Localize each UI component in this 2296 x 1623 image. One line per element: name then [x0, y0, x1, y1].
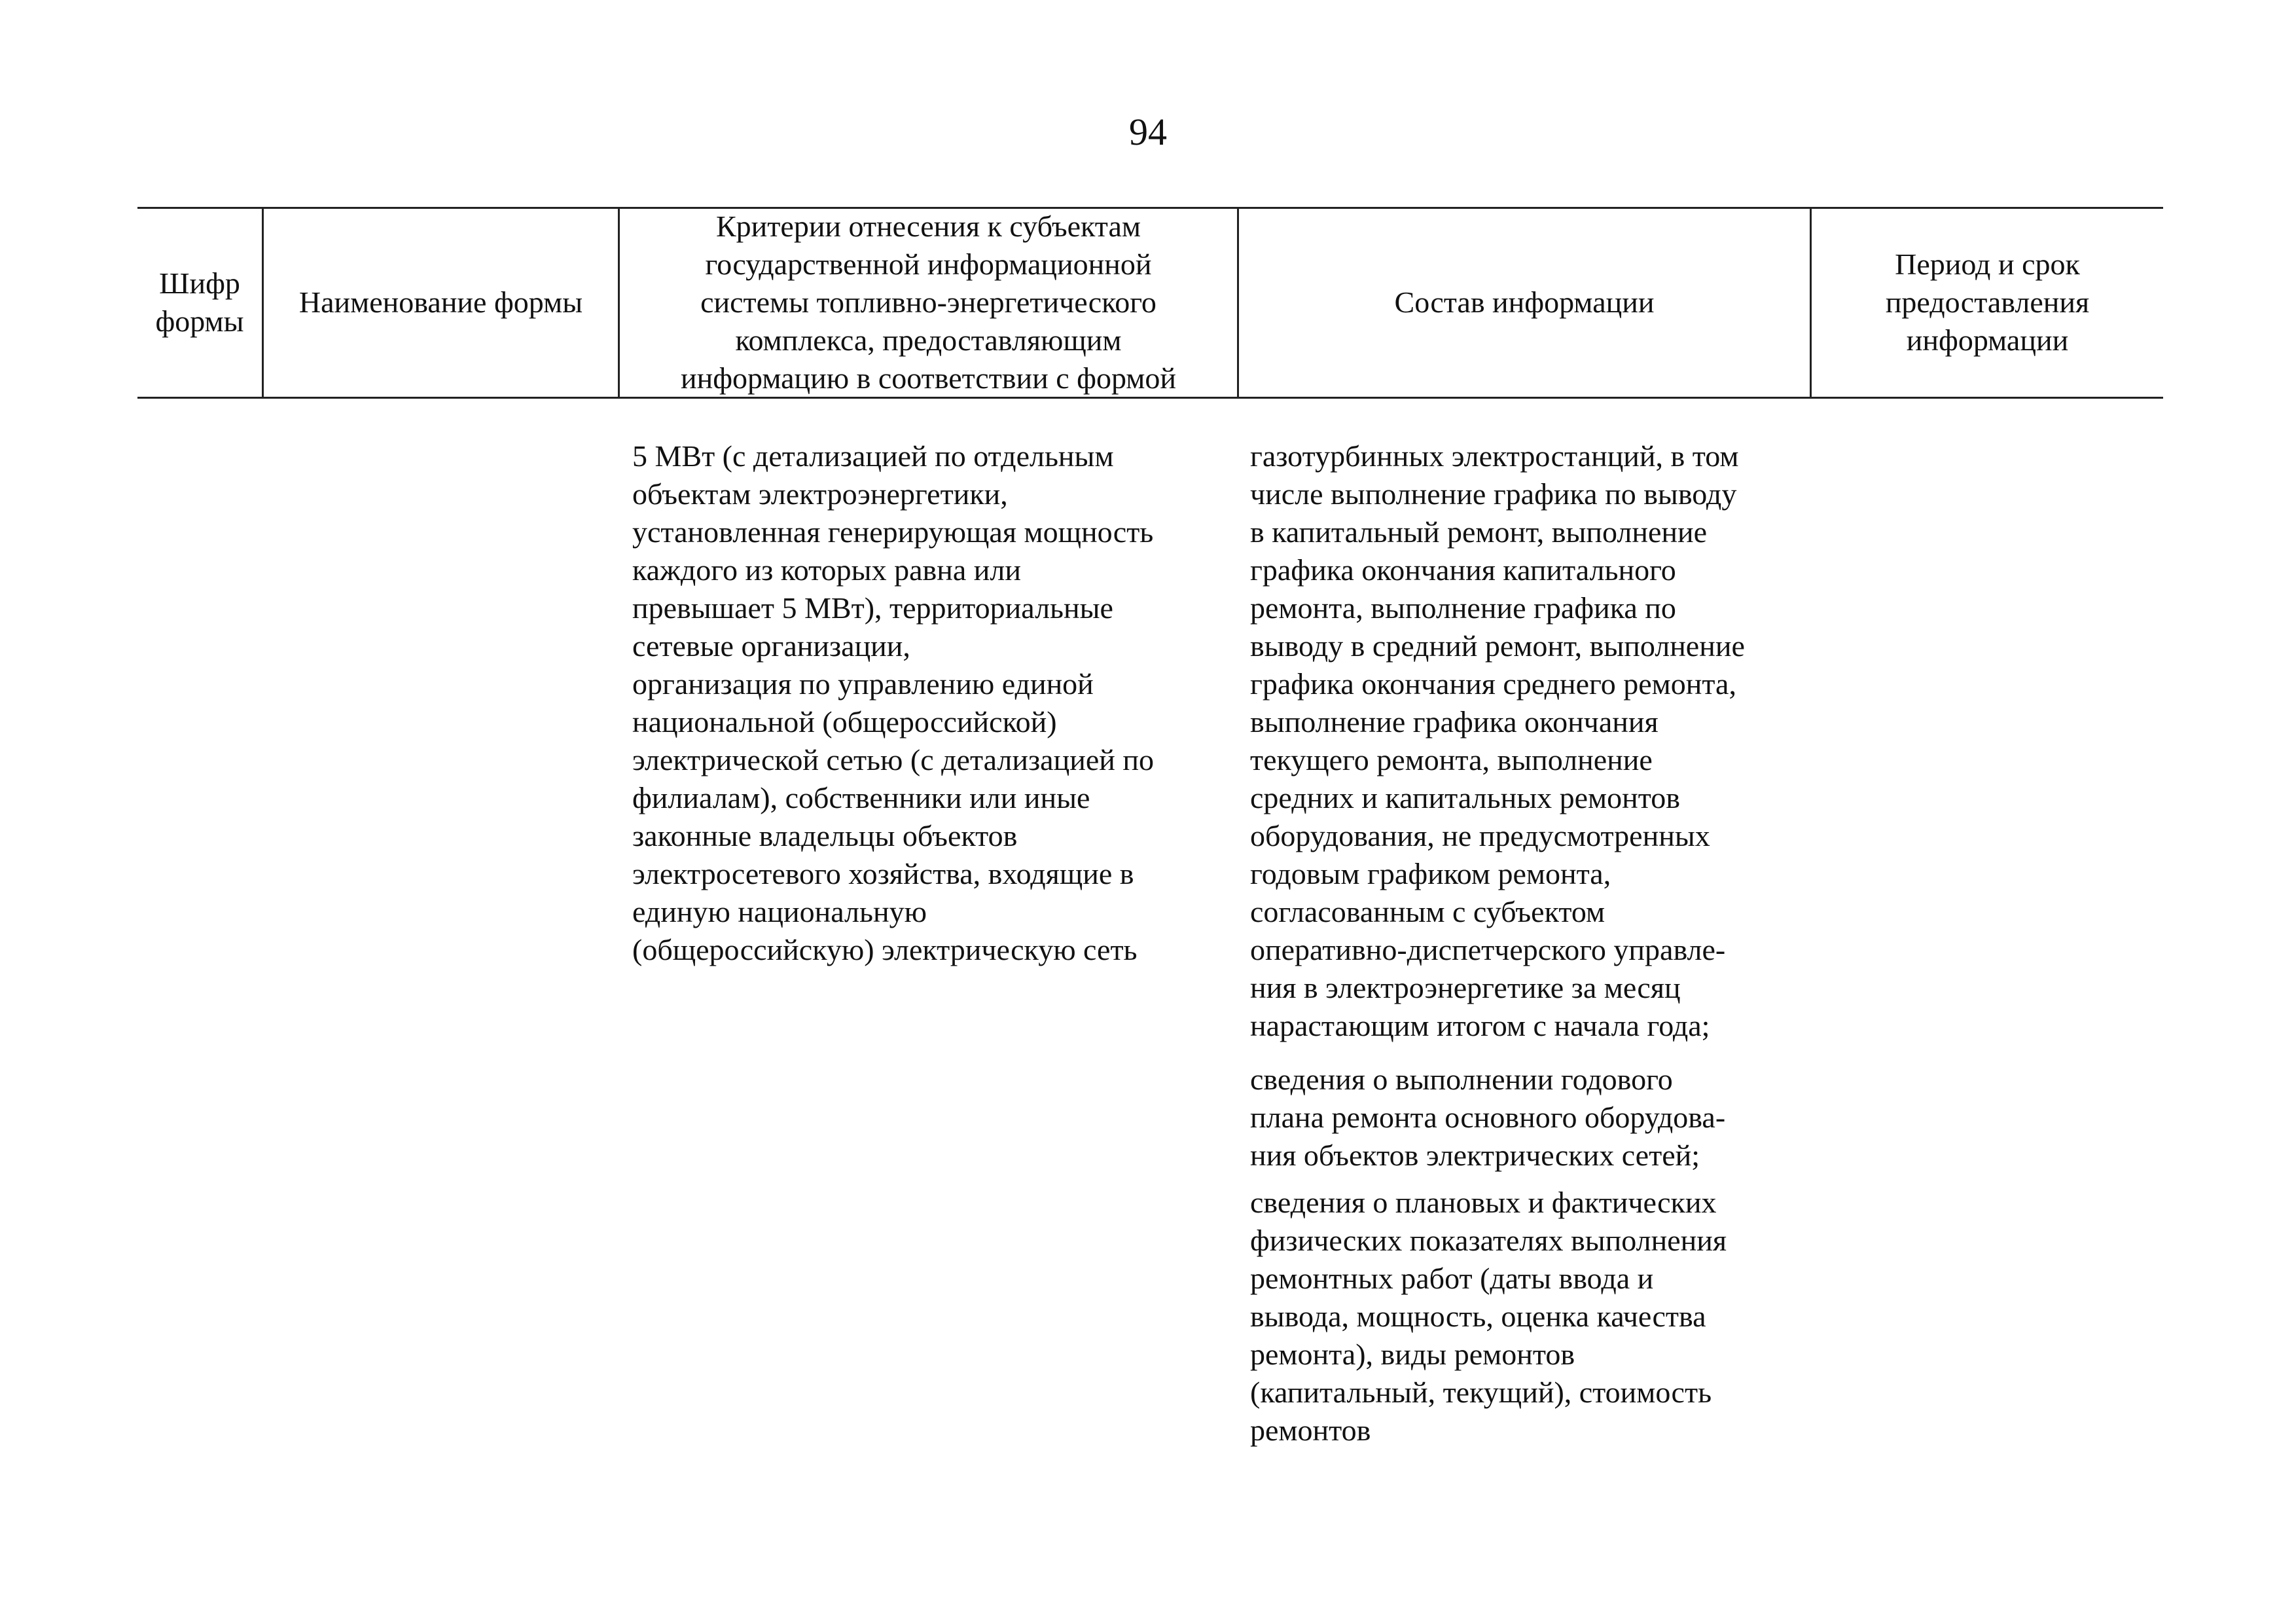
text-line: средних и капитальных ремонтов — [1250, 781, 1680, 814]
header-line: информацию в соответствии с формой — [680, 361, 1177, 395]
text-line: ремонта), виды ремонтов — [1250, 1338, 1575, 1371]
text-line: электросетевого хозяйства, входящие в — [632, 857, 1134, 890]
header-line: Состав информации — [1394, 285, 1655, 319]
header-period — [1812, 208, 2163, 397]
page-number: 94 — [1129, 111, 1167, 153]
text-line: выполнение графика окончания — [1250, 705, 1659, 739]
text-line: вывода, мощность, оценка качества — [1250, 1300, 1706, 1333]
header-line: государственной информационной — [705, 247, 1152, 281]
text-line: согласованным с субъектом — [1250, 895, 1605, 928]
criteria-cell — [632, 437, 1221, 969]
header-line: Шифр — [159, 266, 240, 300]
text-line: ния в электроэнергетике за месяц — [1250, 971, 1681, 1004]
header-line: формы — [155, 304, 244, 338]
header-criteria — [620, 208, 1237, 397]
text-line: (общероссийскую) электрическую сеть — [632, 933, 1138, 966]
header-line: комплекса, предоставляющим — [735, 323, 1122, 357]
header-line: системы топливно-энергетического — [700, 285, 1157, 319]
text-line: (капитальный, текущий), стоимость — [1250, 1376, 1712, 1409]
text-line: оперативно-диспетчерского управле- — [1250, 933, 1726, 966]
text-line: в капитальный ремонт, выполнение — [1250, 515, 1708, 549]
header-form-code — [137, 208, 262, 397]
info-paragraph — [1250, 437, 1806, 1045]
text-line: 5 МВт (с детализацией по отдельным — [632, 439, 1114, 473]
text-line: национальной (общероссийской) — [632, 705, 1057, 739]
text-line: выводу в средний ремонт, выполнение — [1250, 629, 1745, 663]
text-line: единую национальную — [632, 895, 927, 928]
info-paragraph — [1250, 1061, 1806, 1175]
text-line: числе выполнение графика по выводу — [1250, 477, 1737, 511]
text-line: электрической сетью (с детализацией по — [632, 743, 1154, 776]
header-form-name — [264, 208, 618, 397]
text-line: плана ремонта основного оборудова- — [1250, 1101, 1726, 1134]
text-line: филиалам), собственники или иные — [632, 781, 1090, 814]
header-info-composition — [1239, 208, 1810, 397]
text-line: ремонта, выполнение графика по — [1250, 591, 1676, 625]
header-line: информации — [1906, 323, 2069, 357]
header-line: предоставления — [1885, 285, 2090, 319]
text-line: ремонтов — [1250, 1413, 1371, 1447]
header-line: Период и срок — [1895, 247, 2080, 281]
text-line: ремонтных работ (даты ввода и — [1250, 1262, 1654, 1295]
header-line: Критерии отнесения к субъектам — [716, 210, 1141, 243]
header-line: Наименование формы — [298, 285, 583, 319]
text-line: объектам электроэнергетики, — [632, 477, 1008, 511]
info-paragraph — [1250, 1184, 1806, 1450]
text-line: оборудования, не предусмотренных — [1250, 819, 1710, 852]
text-line: графика окончания среднего ремонта, — [1250, 667, 1736, 701]
text-line: превышает 5 МВт), территориальные — [632, 591, 1113, 625]
text-line: законные владельцы объектов — [632, 819, 1018, 852]
text-line: сведения о выполнении годового — [1250, 1063, 1673, 1096]
text-line: нарастающим итогом с начала года; — [1250, 1009, 1710, 1042]
text-line: текущего ремонта, выполнение — [1250, 743, 1653, 776]
text-line: установленная генерирующая мощность — [632, 515, 1154, 549]
text-line: газотурбинных электростанций, в том — [1250, 439, 1739, 473]
text-line: каждого из которых равна или — [632, 553, 1021, 587]
text-line: графика окончания капитального — [1250, 553, 1676, 587]
text-line: ния объектов электрических сетей; — [1250, 1139, 1700, 1172]
text-line: организация по управлению единой — [632, 667, 1094, 701]
text-line: годовым графиком ремонта, — [1250, 857, 1611, 890]
text-line: сетевые организации, — [632, 629, 910, 663]
text-line: физических показателях выполнения — [1250, 1224, 1727, 1257]
text-line: сведения о плановых и фактических — [1250, 1186, 1717, 1219]
